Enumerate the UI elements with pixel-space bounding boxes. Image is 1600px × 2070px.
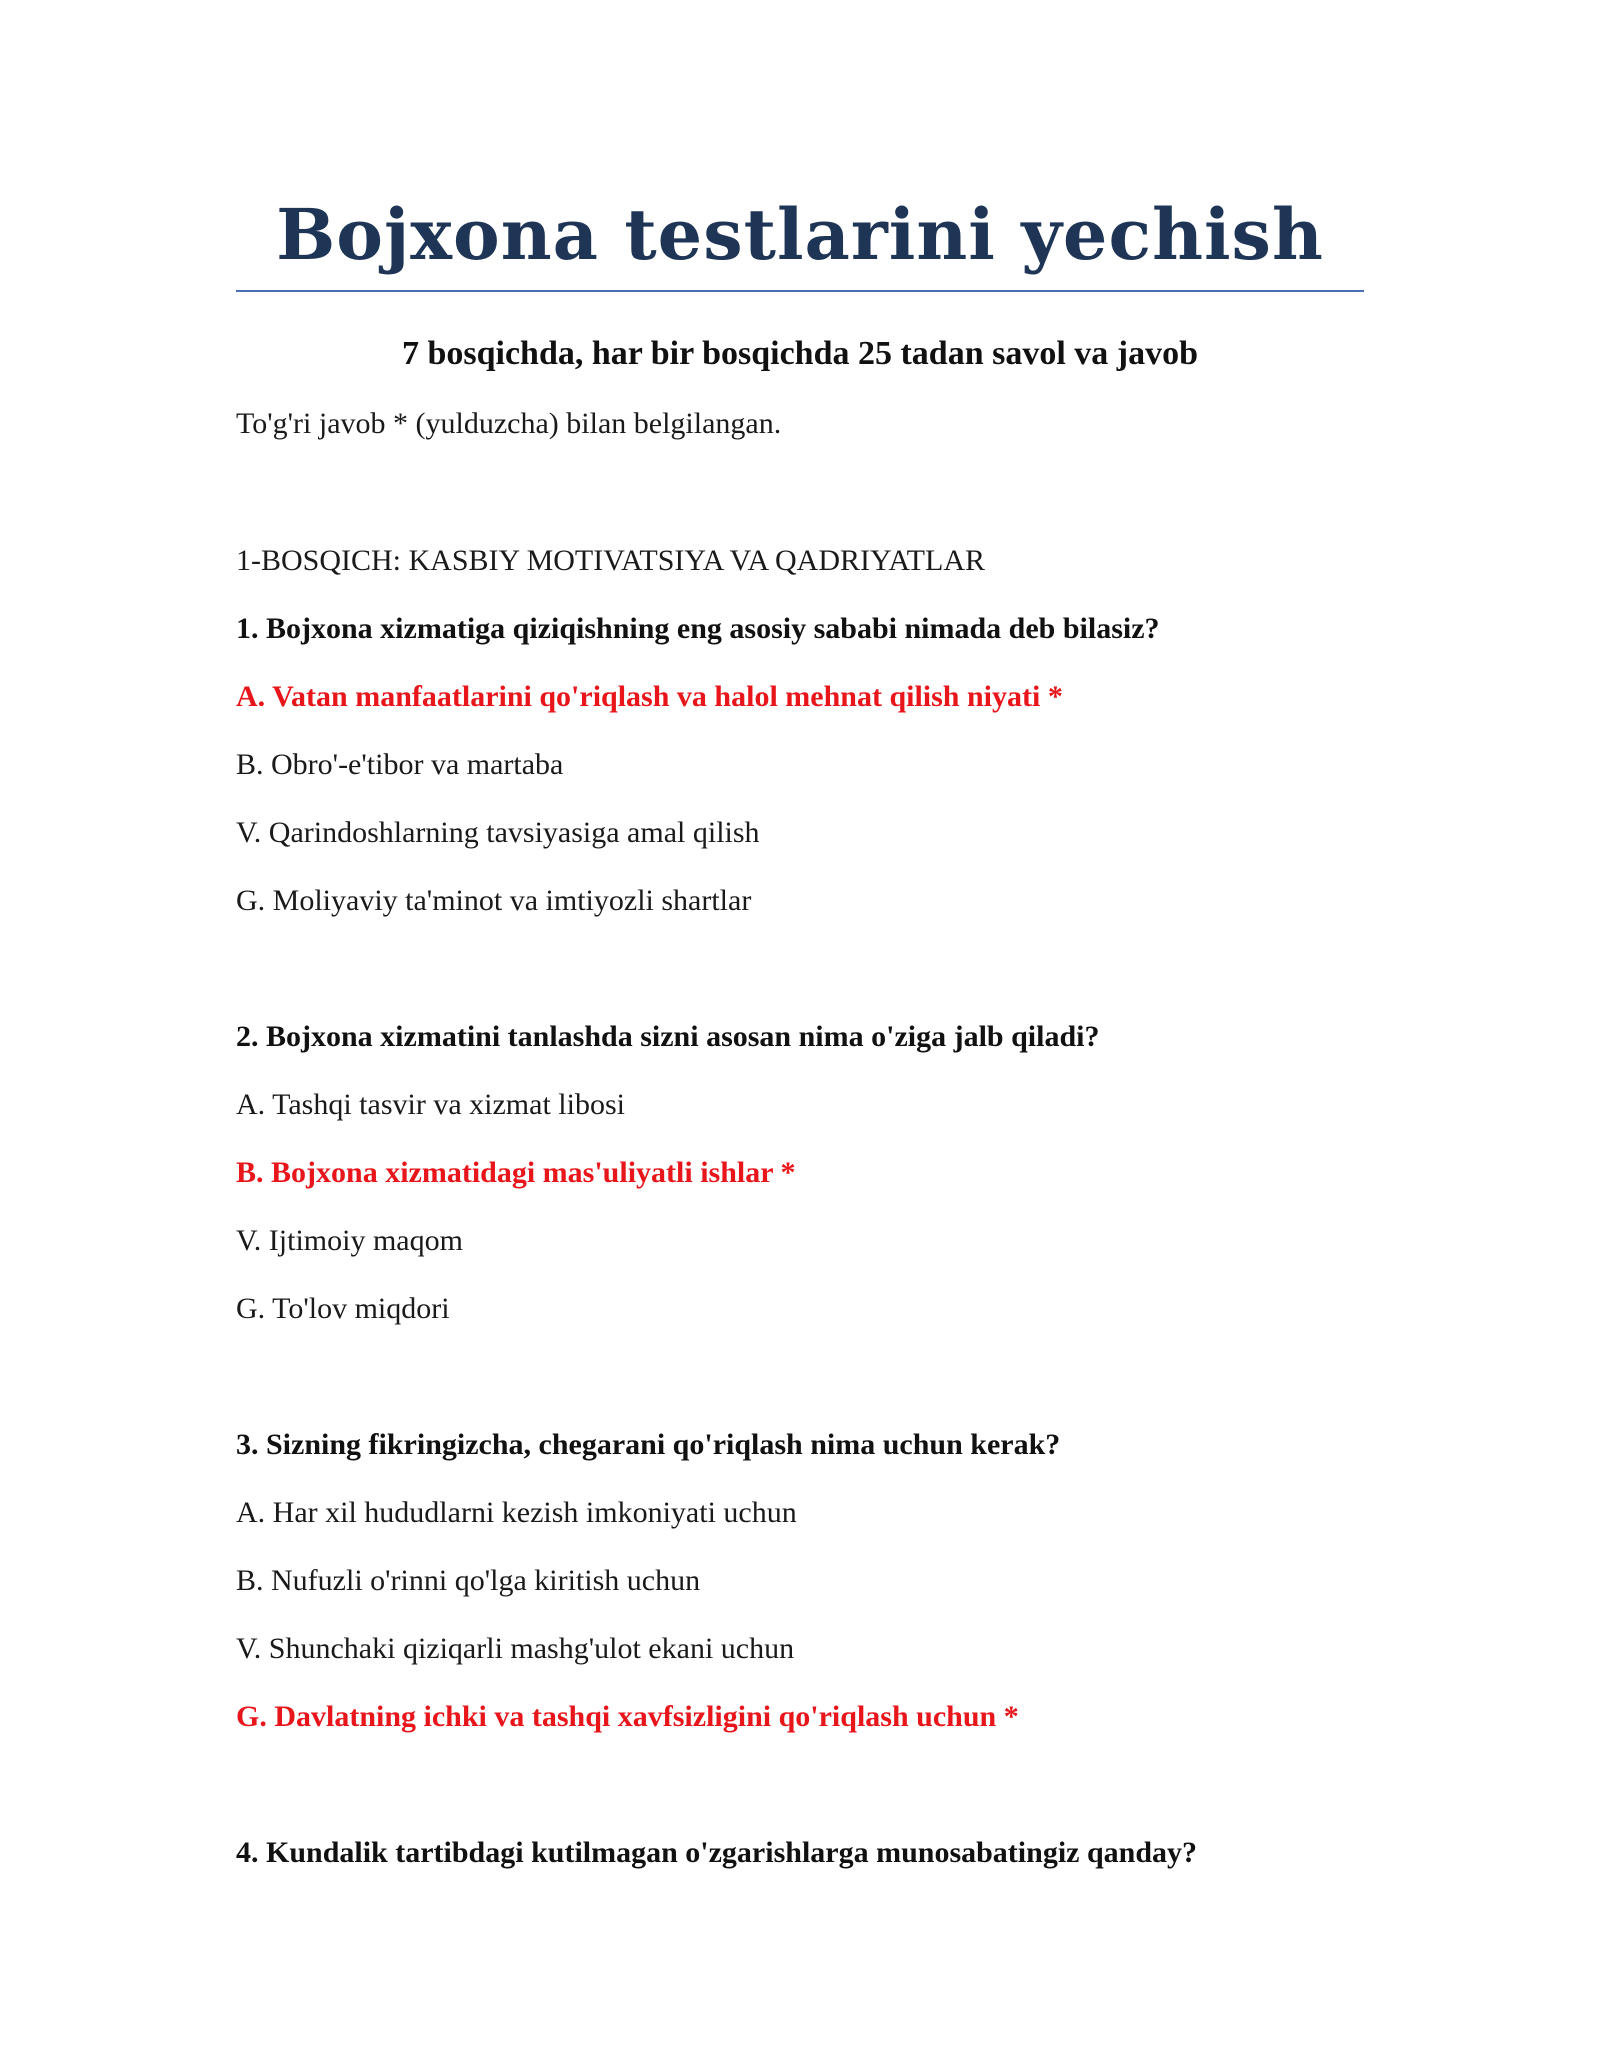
correct-answer-option: A. Vatan manfaatlarini qo'riqlash va halol mehnat qilish niyati * [236, 680, 1063, 713]
question-text: 4. Kundalik tartibdagi kutilmagan o'zgarishlarga munosabatingiz qanday? [236, 1836, 1198, 1869]
question-block [236, 1422, 1364, 1762]
correct-answer-option: G. Davlatning ichki va tashqi xavfsizligini qo'riqlash uchun * [236, 1700, 1019, 1733]
question-block [236, 1014, 1364, 1354]
section-heading: 1-BOSQICH: KASBIY MOTIVATSIYA VA QADRIYATLAR [236, 544, 985, 577]
title-divider [236, 290, 1364, 292]
correct-answer-option: B. Bojxona xizmatidagi mas'uliyatli ishlar * [236, 1156, 796, 1189]
answer-option: B. Obro'-e'tibor va martaba [236, 748, 564, 781]
answer-option: A. Tashqi tasvir va xizmat libosi [236, 1088, 625, 1121]
question-block [236, 1830, 1364, 1898]
document-title: Bojxona testlarini yechish [276, 193, 1324, 276]
answer-option: V. Qarindoshlarning tavsiyasiga amal qilish [236, 816, 760, 849]
answer-option: G. To'lov miqdori [236, 1292, 450, 1325]
question-text: 3. Sizning fikringizcha, chegarani qo'riqlash nima uchun kerak? [236, 1428, 1061, 1461]
answer-option: V. Ijtimoiy maqom [236, 1224, 463, 1257]
answer-option: V. Shunchaki qiziqarli mashg'ulot ekani uchun [236, 1632, 795, 1665]
answer-key-note: To'g'ri javob * (yulduzcha) bilan belgilangan. [236, 407, 782, 440]
document-subtitle: 7 bosqichda, har bir bosqichda 25 tadan savol va javob [401, 335, 1199, 372]
question-text: 2. Bojxona xizmatini tanlashda sizni asosan nima o'ziga jalb qiladi? [236, 1020, 1100, 1053]
question-list [236, 606, 1364, 1898]
answer-option: G. Moliyaviy ta'minot va imtiyozli shartlar [236, 884, 752, 917]
answer-option: B. Nufuzli o'rinni qo'lga kiritish uchun [236, 1564, 701, 1597]
answer-option: A. Har xil hududlarni kezish imkoniyati uchun [236, 1496, 797, 1529]
question-block [236, 606, 1364, 946]
question-text: 1. Bojxona xizmatiga qiziqishning eng asosiy sababi nimada deb bilasiz? [236, 612, 1160, 645]
test-content [236, 538, 1364, 1966]
